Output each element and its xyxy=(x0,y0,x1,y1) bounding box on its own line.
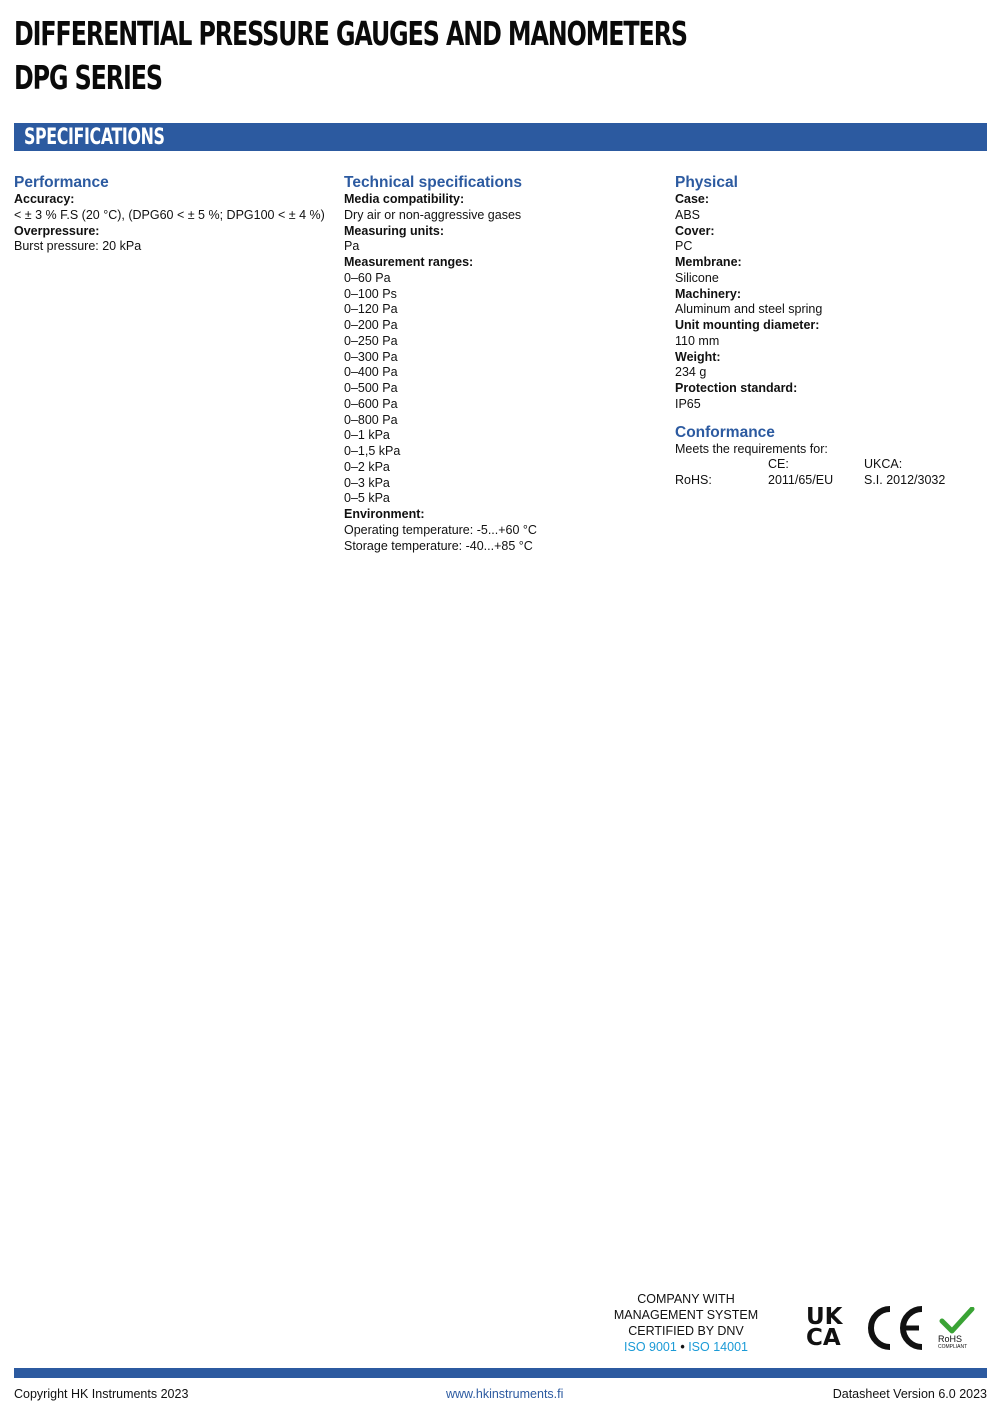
range-item: 0–800 Pa xyxy=(344,412,398,427)
spec-value: Pa xyxy=(344,239,360,254)
section-header-bar xyxy=(14,123,987,151)
ukca-logo-bottom: CA xyxy=(806,1325,841,1351)
spec-label: Weight: xyxy=(675,349,721,364)
spec-value: Operating temperature: -5...+60 °C xyxy=(344,522,537,537)
document-title xyxy=(14,12,687,100)
range-item: 0–100 Ps xyxy=(344,286,397,301)
rohs-label: RoHS xyxy=(938,1334,963,1344)
cert-line: CERTIFIED BY DNV xyxy=(628,1324,744,1338)
range-item: 0–60 Pa xyxy=(344,270,391,285)
cert-line: MANAGEMENT SYSTEM xyxy=(613,1308,759,1322)
footer-bar xyxy=(14,1368,987,1378)
range-item: 0–5 kPa xyxy=(344,491,390,506)
spec-value: Aluminum and steel spring xyxy=(675,302,823,317)
spec-label: Membrane: xyxy=(675,255,742,269)
spec-protection-standard xyxy=(675,381,975,413)
conformance-ce-value: 2011/65/EU xyxy=(768,473,834,487)
range-item: 0–1 kPa xyxy=(344,428,390,443)
footer-version: Datasheet Version 6.0 2023 xyxy=(832,1387,987,1401)
range-item: 0–1,5 kPa xyxy=(344,444,401,458)
conformity-logos xyxy=(806,1306,976,1354)
conformance-intro: Meets the requirements for: xyxy=(675,441,828,456)
spec-overpressure xyxy=(14,224,334,256)
rohs-logo xyxy=(936,1307,976,1353)
conformance-header-ce: CE: xyxy=(768,457,789,472)
spec-label: Unit mounting diameter: xyxy=(675,318,820,332)
spec-value: 234 g xyxy=(675,365,707,380)
spec-accuracy xyxy=(14,192,334,224)
spec-label: Media compatibility: xyxy=(344,192,465,206)
conformance-header-ukca: UKCA: xyxy=(864,457,903,472)
cert-line: COMPANY WITH xyxy=(637,1292,735,1306)
range-item: 0–200 Pa xyxy=(344,318,398,332)
spec-measuring-units xyxy=(344,224,664,256)
conformance-ukca-value: S.I. 2012/3032 xyxy=(864,473,946,487)
title-line-1: DIFFERENTIAL PRESSURE GAUGES AND MANOMETERS xyxy=(14,14,687,53)
performance-heading: Performance xyxy=(14,174,109,191)
conformance-heading: Conformance xyxy=(675,423,775,441)
title-line-2: DPG SERIES xyxy=(14,58,162,97)
range-item: 0–600 Pa xyxy=(344,396,398,411)
spec-weight xyxy=(675,350,975,382)
conformance-row xyxy=(675,473,975,489)
spec-label: Case: xyxy=(675,192,710,206)
spec-value: IP65 xyxy=(675,396,701,411)
spec-value: < ± 3 % F.S (20 °C), (DPG60 < ± 5 %; DPG100 < ± 4 %) xyxy=(14,207,325,222)
iso-line xyxy=(606,1339,766,1355)
spec-value: ABS xyxy=(675,207,701,222)
technical-column xyxy=(344,173,664,554)
spec-value: Dry air or non-aggressive gases xyxy=(344,207,522,222)
spec-label: Overpressure: xyxy=(14,223,100,238)
spec-value: Silicone xyxy=(675,270,719,285)
physical-column xyxy=(675,173,975,489)
ukca-logo xyxy=(806,1304,852,1353)
spec-value: Storage temperature: -40...+85 °C xyxy=(344,538,533,553)
conformance-header-cell xyxy=(675,457,768,473)
spec-label: Protection standard: xyxy=(675,381,798,395)
spec-media-compatibility xyxy=(344,192,664,224)
spec-label: Measurement ranges: xyxy=(344,255,474,269)
checkmark-icon xyxy=(938,1307,976,1335)
spec-mounting-diameter xyxy=(675,318,975,350)
conformance-directive: RoHS: xyxy=(675,473,712,487)
iso-14001: ISO 14001 xyxy=(688,1340,748,1354)
spec-machinery xyxy=(675,287,975,319)
range-item: 0–250 Pa xyxy=(344,333,398,348)
spec-cover xyxy=(675,224,975,256)
rohs-compliant-label: COMPLIANT xyxy=(938,1344,968,1350)
spec-value: Burst pressure: 20 kPa xyxy=(14,239,142,254)
ce-logo xyxy=(864,1305,926,1356)
spec-value: 110 mm xyxy=(675,333,720,348)
performance-column xyxy=(14,173,334,255)
conformance-header-row xyxy=(675,457,975,473)
footer-copyright: Copyright HK Instruments 2023 xyxy=(14,1387,189,1401)
technical-heading: Technical specifications xyxy=(344,174,523,191)
physical-heading: Physical xyxy=(675,174,738,191)
spec-value: PC xyxy=(675,239,693,254)
range-item: 0–120 Pa xyxy=(344,302,398,317)
spec-environment xyxy=(344,507,664,554)
section-title: SPECIFICATIONS xyxy=(24,125,165,150)
range-item: 0–300 Pa xyxy=(344,349,398,364)
spec-membrane xyxy=(675,255,975,287)
iso-separator: • xyxy=(680,1340,685,1354)
ce-mark-icon xyxy=(864,1305,926,1351)
range-item: 0–2 kPa xyxy=(344,459,390,474)
spec-case xyxy=(675,192,975,224)
spec-label: Machinery: xyxy=(675,286,741,301)
range-item: 0–400 Pa xyxy=(344,365,398,380)
spec-label: Accuracy: xyxy=(14,192,75,206)
spec-measurement-ranges xyxy=(344,255,664,507)
range-item: 0–500 Pa xyxy=(344,381,398,395)
spec-label: Cover: xyxy=(675,223,715,238)
range-item: 0–3 kPa xyxy=(344,475,390,490)
footer-website-link[interactable]: www.hkinstruments.fi xyxy=(446,1387,564,1401)
spec-label: Measuring units: xyxy=(344,223,445,238)
spec-label: Environment: xyxy=(344,507,425,521)
certification-block xyxy=(606,1291,766,1355)
iso-9001: ISO 9001 xyxy=(624,1340,677,1354)
ukca-logo-top: UK xyxy=(806,1304,843,1330)
